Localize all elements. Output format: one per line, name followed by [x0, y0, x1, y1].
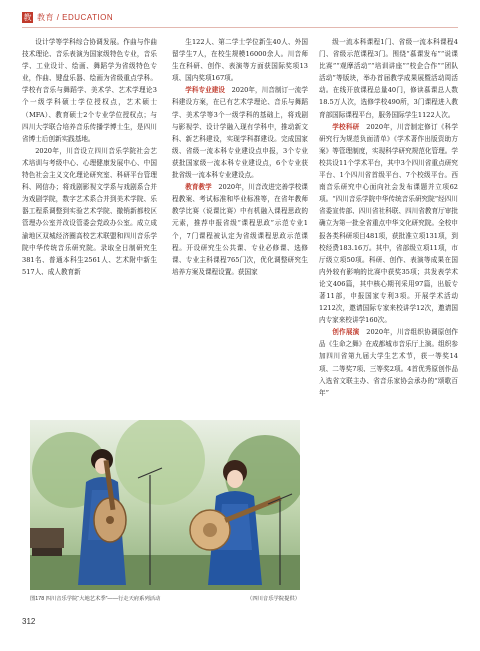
page-number: 312: [22, 617, 36, 626]
text-column-3: [319, 36, 458, 616]
paragraph: [319, 326, 458, 399]
paragraph: 设计学等学科综合协调发展。作曲与作曲技术理论、音乐表演为国家级特色专业，音乐学、工业设计、绘画、舞蹈学为省级特色专业，作曲、键盘乐器、绘画为省级重点学科。学校有音乐与舞蹈学、美术学、艺术学理论3个一级学科硕士学位授权点，艺术硕士（MFA）、教育硕士2个专业学位授权点；与四川大学联合培养音乐传播学博士生，是四川省博士后创新实践基地。: [22, 38, 157, 143]
paragraph-text: 2020年，川音制定修订《科学研究行为规范负面清单》《学术著作出版资助方案》等管理制度，实现科学研究规范化管理。学校共设11个学术平台，其中3个四川省重点研究平台、1个四川省首级平台、7个校级平台。西南音乐研究中心面向社会发布课题并立项62项。“四川音乐学院中华传统音乐研究院”经四川省委宣传部、四川省社科联、四川省教育厅审批确立为第一批全省重点中华文化研究院。全校申报各类科研项目481项，获批准立项131项，到校经费183.16万。其中，省部级立项11项，市厅级立项50项。科研、创作、表演等成果在国内外较有影响的比赛中获奖35项；共发表学术论文406篇，其中核心期刊采用97篇，出版专著11部，申报国家专利3项。开展学术活动1212次，邀请国际专家来校讲学12次，邀请国内专家来校讲学160次。: [319, 122, 458, 325]
text-column-1: [22, 36, 157, 416]
text-column-2: [172, 36, 308, 416]
subheading-research: 学校科研: [332, 122, 360, 131]
section-header: [22, 12, 113, 23]
paragraph: [172, 181, 308, 278]
performance-photo: [30, 420, 300, 590]
subheading-performance: 创作展演: [332, 328, 360, 337]
paragraph-text: 2020年，川音制订一流学科建设方案，在已有艺术学理论、音乐与舞蹈学、美术学等3个一级学科的基础上，将戏剧与影视学、设计学融入现有学科中，推动新文科、新艺科建设，实现学科群建设。完成国家级、省级一流本科专业建设点申报，3个专业获批国家级一流本科专业建设点，6个专业获批省级一流本科专业建设点。: [172, 86, 308, 180]
section-title: 教育 / EDUCATION: [37, 13, 114, 22]
subheading-discipline: 学科专业建设: [185, 86, 225, 95]
caption-text: 图178 四川音乐学院“大地艺术季”——行走天府系列活动: [30, 596, 161, 602]
paragraph: [172, 84, 308, 181]
paragraph: 级一流本科课程1门、省级一流本科课程4门、省级示范课程3门。围绕“慕课发布”“说课比赛”“观摩活动”“培训讲座”“校企合作”“团队活动”等版块，举办首届教学成果展暨活动周活动。在线开放课程总量40门，修读慕课总人数18.5万人次，选修学校490所，3门课程进入教育部国际课程平台，服务国际学生1122人次。: [319, 38, 458, 119]
paragraph: 生122人、第二学士学位新生40人、外国留学生7人，在校生规模16000余人。川音师生在科研、创作、表演等方面获国际奖项13项、国内奖项167项。: [172, 38, 308, 83]
paragraph: [319, 121, 458, 327]
photo-caption: [30, 594, 300, 602]
subheading-teaching: 教育教学: [185, 183, 212, 192]
performance-illustration: [30, 420, 300, 590]
paragraph-text: 2020年，川音组织协调原创作品《生命之舞》在成都城市音乐厅上演。组织参加四川省第九届大学生艺术节，获一等奖14项、二等奖7项、三等奖2项。4首优秀原创作品入选省文联主办、省音乐家协会承办的“颂歌百年”: [319, 328, 458, 397]
caption-credit: （四川音乐学院提供）: [247, 596, 300, 602]
paragraph-text: 2020年，川音改进完善学校课程教案、考试标准和毕业标准等，在省年教师教学比赛（说课比赛）中有机融入课程思政的元素，推荐申报省级“课程思政”示范专业1个，7门课程被认定为省级课程思政示范课程。开设研究生公共课、专业必修课、选修课、专业主科课程765门次，优化调整研究生培养方案及课程设置。获国家: [172, 183, 308, 276]
section-icon: 教: [23, 13, 32, 22]
header-divider: [22, 27, 458, 28]
paragraph: 2020年，川音设立四川音乐学院社会艺术培训与考级中心、心理健康发展中心、中国特色社会主义文化理论研究室、科研平台管理科、网信办；将戏剧影视文学系与戏剧系合并为戏剧学院，数字艺术系合并到美术学院、乐器工程系调整到实验艺术学院、撤销新都校区管理办公室并改设管委会党政办公室。成立成渝地区双城经济圈高校艺术联盟和四川音乐学院中华传统音乐研究院。录取全日制研究生381名、普通本科生2561人、艺术附中新生517人、成人教育新: [22, 146, 157, 276]
